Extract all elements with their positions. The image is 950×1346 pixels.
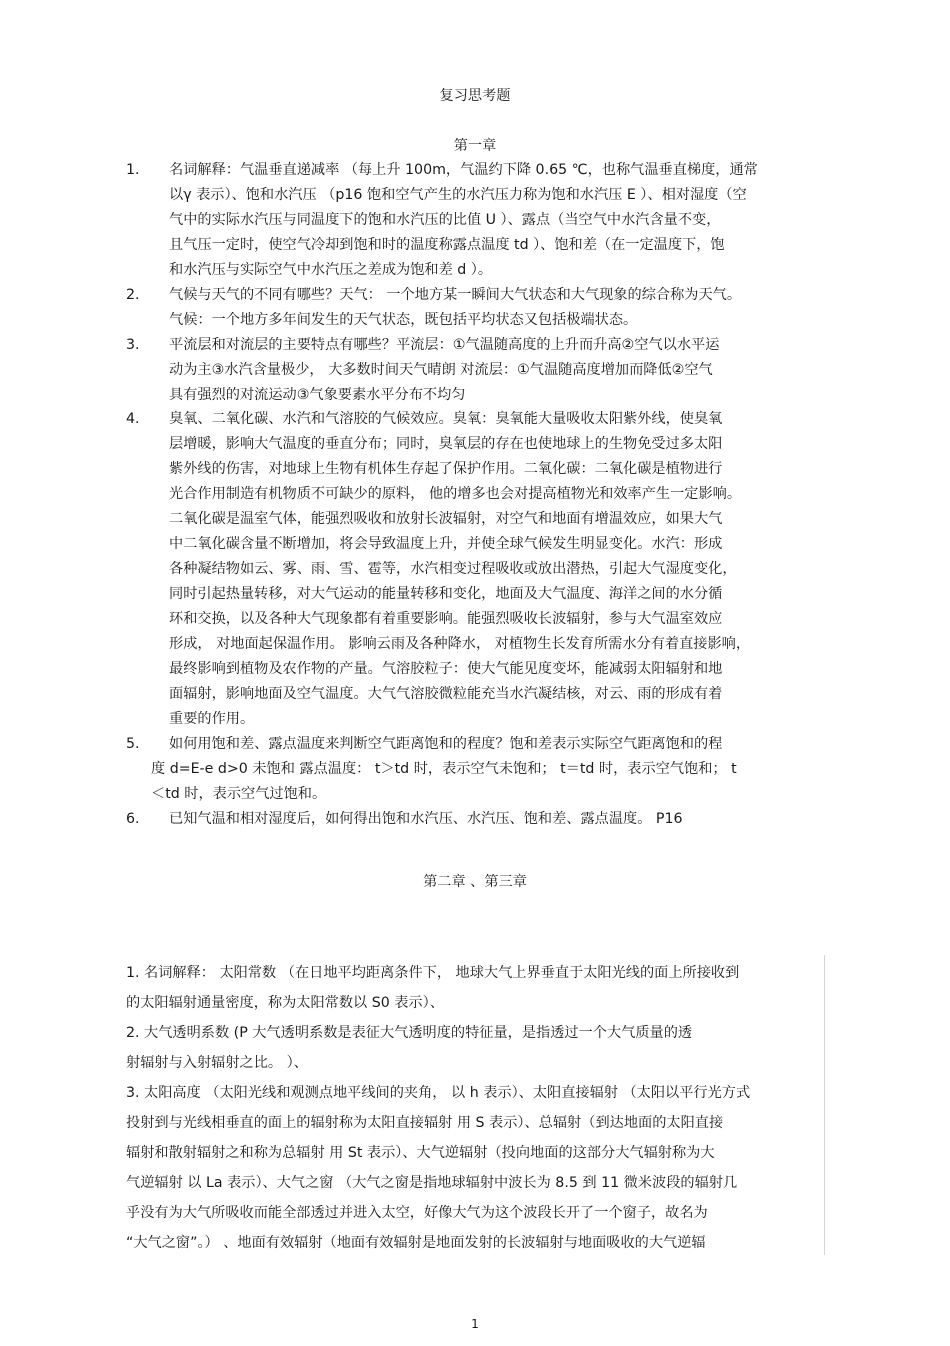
item-5-line: ＜td 时，表示空气过饱和。 [151,786,327,802]
page-title: 复习思考题 [439,88,511,104]
chapter-1-heading: 第一章 [453,138,497,154]
item-5-line: 如何用饱和差、露点温度来判断空气距离饱和的程度？饱和差表示实际空气距离饱和的程 [169,736,723,752]
item-number: 1. [126,162,140,178]
item-1-line: 以γ 表示）、饱和水汽压 （p16 饱和空气产生的水汽压力称为饱和水汽压 E ）、相对湿度（空 [169,187,747,203]
chapter-2-3-line: 2. 大气透明系数 (P 大气透明系数是表征大气透明度的特征量，是指透过一个大气质量的透 [126,1025,693,1041]
chapter-2-3-line: 投射到与光线相垂直的面上的辐射称为太阳直接辐射 用 S 表示）、总辐射（到达地面的太阳直接 [126,1115,724,1131]
chapter-2-3-line: 辐射和散射辐射之和称为总辐射 用 St 表示）、大气逆辐射（投向地面的这部分大气辐射称为大 [126,1145,715,1161]
item-4-line: 最终影响到植物及农作物的产量。气溶胶粒子：使大气能见度变坏，能减弱太阳辐射和地 [169,661,723,677]
item-1-line: 名词解释：气温垂直递减率 （每上升 100m，气温约下降 0.65 ℃，也称气温垂直梯度，通常 [169,162,758,178]
item-4-line: 同时引起热量转移，对大气运动的能量转移和变化，地面及大气温度、海洋之间的水分循 [169,586,723,602]
item-number: 6. [126,811,140,827]
page-number: 1 [471,1317,479,1331]
item-4-line: 二氧化碳是温室气体，能强烈吸收和放射长波辐射，对空气和地面有增温效应，如果大气 [169,511,723,527]
item-3-line: 具有强烈的对流运动③气象要素水平分布不均匀 [169,387,466,403]
item-4-line: 臭氧、二氧化碳、水汽和气溶胶的气候效应。臭氧：臭氧能大量吸收太阳紫外线，使臭氧 [169,411,723,427]
chapter-2-3-heading: 第二章 、第三章 [423,874,527,890]
item-1-line: 且气压一定时，使空气冷却到饱和时的温度称露点温度 td ）、饱和差（在一定温度下，饱 [169,237,725,253]
item-1-line: 气中的实际水汽压与同温度下的饱和水汽压的比值 U ）、露点（当空气中水汽含量不变， [169,212,721,228]
item-2-line: 气候：一个地方多年间发生的天气状态，既包括平均状态又包括极端状态。 [169,312,638,328]
chapter-2-3-line: 3. 太阳高度 （太阳光线和观测点地平线间的夹角， 以 h 表示）、太阳直接辐射 （太阳以平行光方式 [126,1085,751,1101]
item-6-line: 已知气温和相对湿度后，如何得出饱和水汽压、水汽压、饱和差、露点温度。 P16 [169,811,683,827]
item-number: 3. [126,337,140,353]
item-number: 4. [126,411,140,427]
item-2-line: 气候与天气的不同有哪些？天气： 一个地方某一瞬间大气状态和大气现象的综合称为天气。 [169,287,742,303]
item-4-line: 紫外线的伤害，对地球上生物有机体生存起了保护作用。二氧化碳：二氧化碳是植物进行 [169,461,723,477]
item-5-line: 度 d=E-e d>0 未饱和 露点温度： t＞td 时，表示空气未饱和； t＝td 时，表示空气饱和； t [151,761,737,777]
chapter-2-3-line: 乎没有为大气所吸收而能全部透过并进入太空，好像大气为这个波段长开了一个窗子，故名为 [126,1205,708,1221]
item-4-line: 环和交换，以及各种大气现象都有着重要影响。能强烈吸收长波辐射，参与大气温室效应 [169,611,723,627]
item-4-line: 中二氧化碳含量不断增加，将会导致温度上升，并使全球气候发生明显变化。水汽：形成 [169,536,723,552]
item-4-line: 各种凝结物如云、雾、雨、雪、雹等，水汽相变过程吸收或放出潜热，引起大气湿度变化， [169,561,737,577]
item-1-line: 和水汽压与实际空气中水汽压之差成为饱和差 d ）。 [169,262,493,278]
chapter-2-3-line: “大气之窗”。） 、地面有效辐射（地面有效辐射是地面发射的长波辐射与地面吸收的大气逆辐 [126,1235,706,1251]
chapter-2-3-line: 射辐射与入射辐射之比。 ）、 [126,1055,308,1071]
item-4-line: 重要的作用。 [169,711,255,727]
item-3-line: 动为主③水汽含量极少， 大多数时间天气晴朗 对流层：①气温随高度增加而降低②空气 [169,362,713,378]
chapter-2-3-line: 气逆辐射 以 La 表示）、大气之窗 （大气之窗是指地球辐射中波长为 8.5 到 11 微米波段的辐射几 [126,1175,738,1191]
margin-rule [824,955,825,1255]
item-4-line: 光合作用制造有机物质不可缺少的原料， 他的增多也会对提高植物光和效率产生一定影响。 [169,486,742,502]
chapter-2-3-line: 的太阳辐射通量密度，称为太阳常数以 S0 表示）、 [126,995,444,1011]
item-3-line: 平流层和对流层的主要特点有哪些？平流层：①气温随高度的上升而升高②空气以水平运 [169,337,720,353]
item-4-line: 层增暖，影响大气温度的垂直分布；同时，臭氧层的存在也使地球上的生物免受过多太阳 [169,436,723,452]
item-number: 5. [126,736,140,752]
chapter-2-3-line: 1. 名词解释： 太阳常数 （在日地平均距离条件下， 地球大气上界垂直于太阳光线的面上所接收到 [126,965,740,981]
item-number: 2. [126,287,140,303]
item-4-line: 形成， 对地面起保温作用。 影响云雨及各种降水， 对植物生长发育所需水分有着直接影响， [169,636,751,652]
item-4-line: 面辐射，影响地面及空气温度。大气气溶胶微粒能充当水汽凝结核，对云、雨的形成有着 [169,686,723,702]
